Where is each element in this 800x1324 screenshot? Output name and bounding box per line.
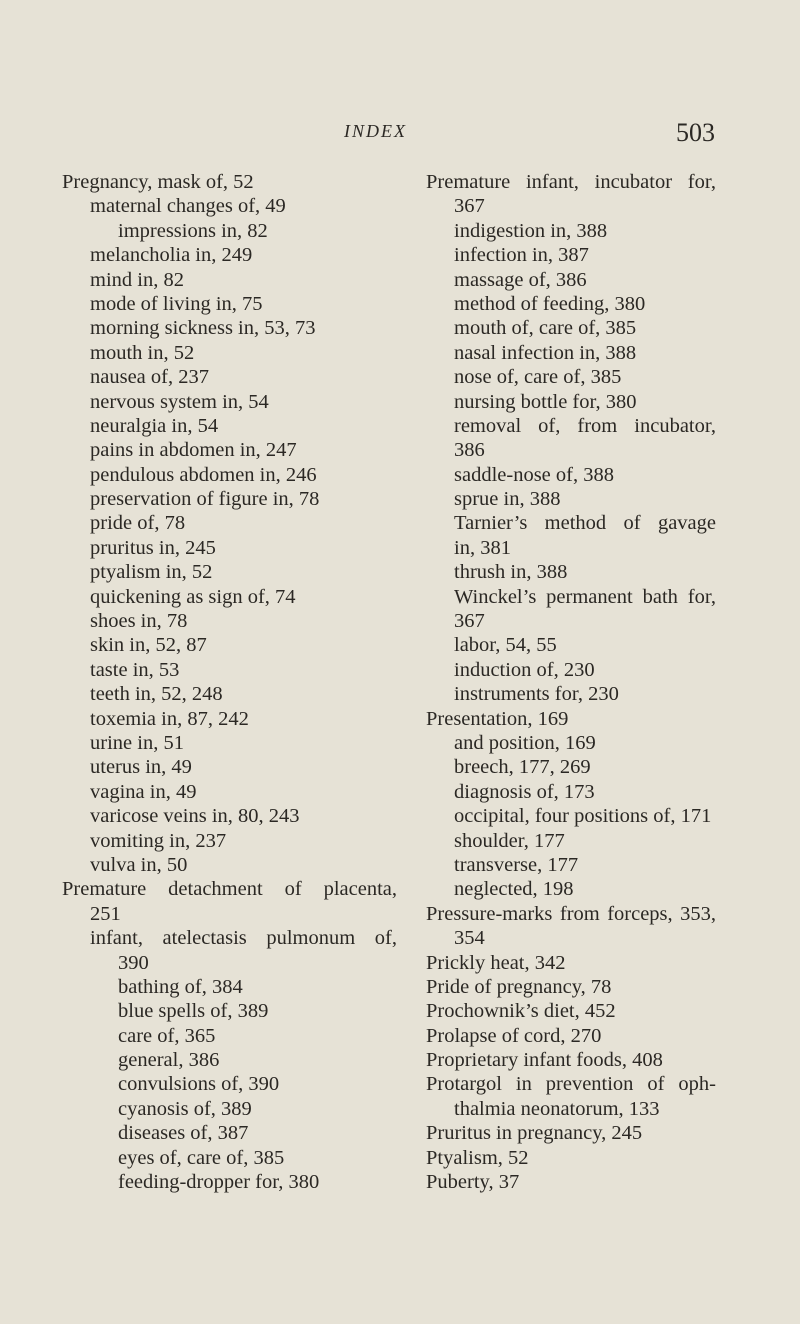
- index-subentry: impressions in, 82: [118, 219, 268, 242]
- index-subentry: general, 386: [118, 1049, 220, 1072]
- index-subentry: toxemia in, 87, 242: [90, 707, 249, 730]
- index-subentry: quickening as sign of, 74: [90, 585, 296, 608]
- index-subentry: labor, 54, 55: [454, 634, 557, 657]
- index-subentry: induction of, 230: [454, 658, 595, 681]
- index-subentry: bathing of, 384: [118, 975, 243, 998]
- index-subentry: Tarnier’s method of gavage: [454, 512, 716, 535]
- index-subentry: 386: [454, 439, 485, 462]
- running-title: INDEX: [344, 121, 407, 141]
- index-subentry: neglected, 198: [454, 878, 574, 901]
- index-subentry: diseases of, 387: [118, 1122, 249, 1145]
- index-heading-entry: Puberty, 37: [426, 1171, 520, 1194]
- index-subentry: preservation of figure in, 78: [90, 488, 320, 511]
- index-subentry: ptyalism in, 52: [90, 561, 213, 584]
- index-subentry: nursing bottle for, 380: [454, 390, 637, 413]
- index-heading-entry: Pregnancy, mask of, 52: [62, 171, 254, 193]
- index-subentry: vagina in, 49: [90, 780, 197, 803]
- index-subentry: sprue in, 388: [454, 488, 561, 511]
- index-heading-entry: Pride of pregnancy, 78: [426, 975, 612, 998]
- index-subentry: in, 381: [454, 536, 511, 559]
- index-subentry: teeth in, 52, 248: [90, 683, 223, 706]
- index-subentry: vomiting in, 237: [90, 829, 227, 852]
- index-subentry: and position, 169: [454, 731, 596, 754]
- index-subentry: blue spells of, 389: [118, 1000, 269, 1023]
- index-subentry: Winckel’s permanent bath for,: [454, 585, 716, 608]
- index-subentry: breech, 177, 269: [454, 756, 591, 779]
- index-subentry: 354: [454, 927, 485, 950]
- index-subentry: massage of, 386: [454, 268, 587, 291]
- index-heading-entry: Proprietary infant foods, 408: [426, 1049, 663, 1072]
- index-subentry: eyes of, care of, 385: [118, 1146, 285, 1169]
- index-subentry: 367: [454, 195, 485, 218]
- index-subentry: nervous system in, 54: [90, 390, 269, 413]
- index-subentry: mode of living in, 75: [90, 292, 263, 315]
- index-subentry: urine in, 51: [90, 731, 184, 754]
- index-subentry: care of, 365: [118, 1024, 216, 1047]
- index-subentry: nausea of, 237: [90, 366, 209, 389]
- index-subentry: shoes in, 78: [90, 610, 188, 633]
- index-subentry: uterus in, 49: [90, 756, 192, 779]
- index-subentry: vulva in, 50: [90, 853, 188, 876]
- index-subentry: varicose veins in, 80, 243: [90, 805, 300, 828]
- index-subentry: convulsions of, 390: [118, 1073, 280, 1096]
- index-heading-entry: Ptyalism, 52: [426, 1146, 529, 1169]
- index-subentry: feeding-dropper for, 380: [118, 1171, 320, 1194]
- page-number: 503: [676, 118, 715, 147]
- index-heading-entry: Premature infant, incubator for,: [426, 171, 716, 193]
- index-subentry: thrush in, 388: [454, 561, 568, 584]
- index-heading-entry: Protargol in prevention of oph-: [426, 1073, 716, 1096]
- index-subentry: instruments for, 230: [454, 683, 619, 706]
- index-subentry: saddle-nose of, 388: [454, 463, 614, 486]
- index-subentry: skin in, 52, 87: [90, 634, 207, 657]
- index-subentry: morning sickness in, 53, 73: [90, 317, 316, 340]
- index-heading-entry: Premature detachment of placenta,: [62, 878, 397, 901]
- index-subentry: infant, atelectasis pulmonum of,: [90, 927, 397, 950]
- index-subentry: removal of, from incubator,: [454, 414, 716, 437]
- running-head: [0, 118, 800, 152]
- index-subentry: mouth in, 52: [90, 341, 195, 364]
- index-subentry: taste in, 53: [90, 658, 180, 681]
- index-subentry: nose of, care of, 385: [454, 366, 622, 389]
- index-subentry: melancholia in, 249: [90, 244, 253, 267]
- index-subentry: mind in, 82: [90, 268, 184, 291]
- index-heading-entry: Prochownik’s diet, 452: [426, 1000, 616, 1023]
- index-subentry: mouth of, care of, 385: [454, 317, 637, 340]
- index-subentry: pride of, 78: [90, 512, 186, 535]
- index-subentry: thalmia neonatorum, 133: [454, 1097, 660, 1120]
- index-subentry: 390: [118, 951, 149, 974]
- index-column-left: [62, 170, 397, 1194]
- index-subentry: nasal infection in, 388: [454, 341, 637, 364]
- index-subentry: method of feeding, 380: [454, 292, 646, 315]
- index-subentry: neuralgia in, 54: [90, 414, 219, 437]
- index-column-right: [426, 170, 716, 1194]
- index-subentry: pendulous abdomen in, 246: [90, 463, 317, 486]
- index-subentry: 251: [90, 902, 121, 925]
- index-subentry: indigestion in, 388: [454, 219, 608, 242]
- index-heading-entry: Pressure-marks from forceps, 353,: [426, 902, 716, 925]
- index-subentry: shoulder, 177: [454, 829, 565, 852]
- index-heading-entry: Presentation, 169: [426, 707, 569, 730]
- index-heading-entry: Prolapse of cord, 270: [426, 1024, 602, 1047]
- index-subentry: maternal changes of, 49: [90, 195, 286, 218]
- index-heading-entry: Pruritus in pregnancy, 245: [426, 1122, 643, 1145]
- index-subentry: 367: [454, 610, 485, 633]
- index-subentry: infection in, 387: [454, 244, 589, 267]
- index-heading-entry: Prickly heat, 342: [426, 951, 566, 974]
- index-subentry: occipital, four positions of, 171: [454, 805, 712, 828]
- index-subentry: diagnosis of, 173: [454, 780, 595, 803]
- index-subentry: pruritus in, 245: [90, 536, 216, 559]
- index-subentry: transverse, 177: [454, 853, 579, 876]
- index-subentry: pains in abdomen in, 247: [90, 439, 297, 462]
- index-subentry: cyanosis of, 389: [118, 1097, 252, 1120]
